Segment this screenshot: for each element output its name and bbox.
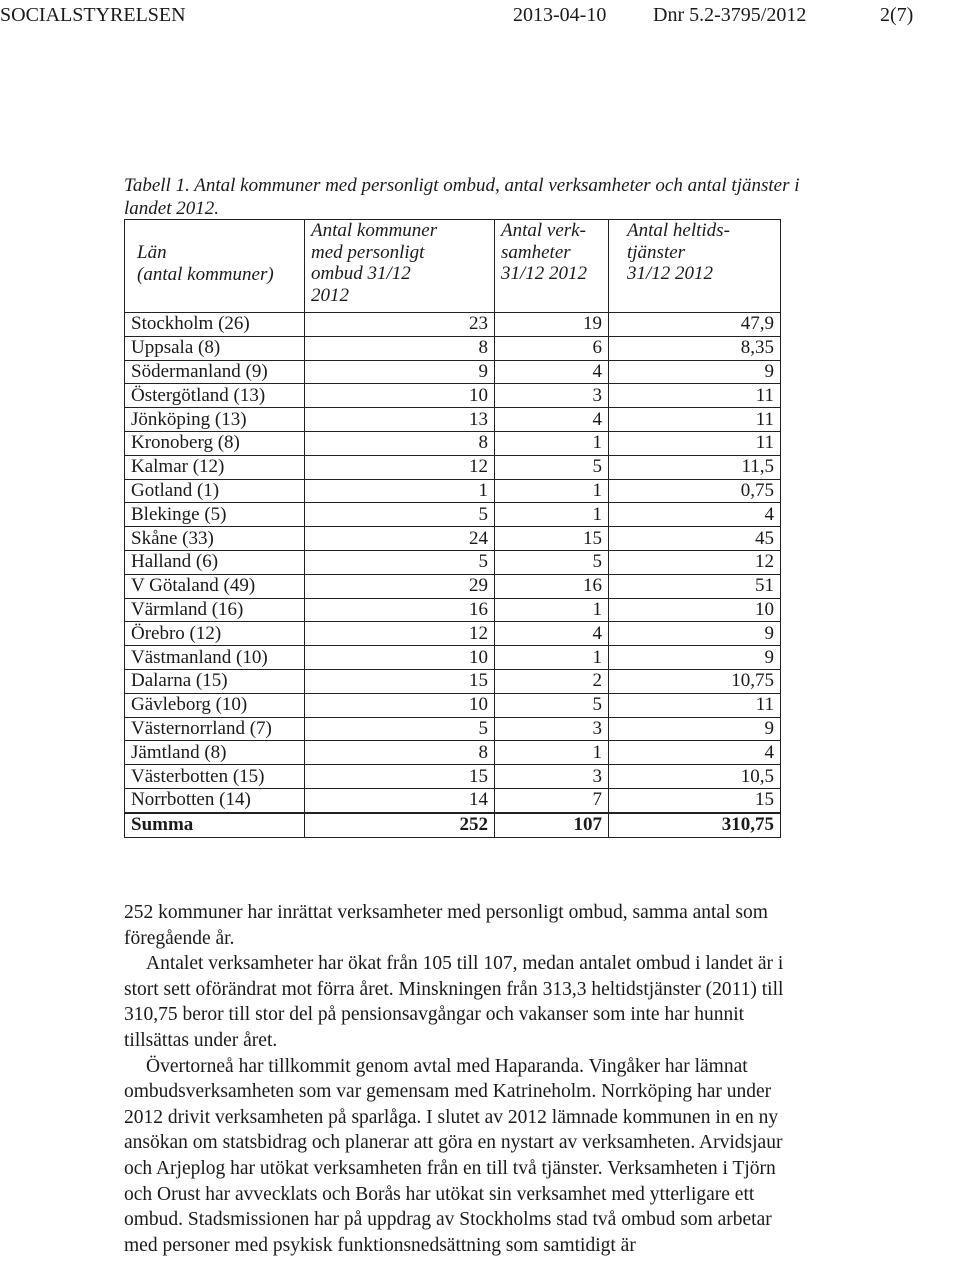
table-row	[125, 550, 781, 574]
cell-tjanster: 45	[609, 527, 781, 551]
table-row	[125, 669, 781, 693]
table-row	[125, 741, 781, 765]
cell-verksamheter: 3	[495, 765, 609, 789]
cell-lan: Summa	[125, 813, 305, 837]
cell-kommuner: 23	[305, 313, 495, 337]
cell-tjanster: 11	[609, 384, 781, 408]
cell-lan: Jönköping (13)	[125, 408, 305, 432]
table-row	[125, 646, 781, 670]
cell-verksamheter: 19	[495, 313, 609, 337]
cell-kommuner: 8	[305, 431, 495, 455]
cell-kommuner: 15	[305, 669, 495, 693]
page-header	[0, 4, 960, 34]
cell-lan: Östergötland (13)	[125, 384, 305, 408]
cell-kommuner: 252	[305, 813, 495, 837]
header-line: Län	[137, 242, 167, 263]
cell-verksamheter: 1	[495, 503, 609, 527]
column-header-tjanster	[609, 220, 781, 313]
cell-tjanster: 10,75	[609, 669, 781, 693]
cell-tjanster: 9	[609, 360, 781, 384]
table-row	[125, 408, 781, 432]
cell-tjanster: 10,5	[609, 765, 781, 789]
cell-kommuner: 12	[305, 622, 495, 646]
cell-lan: Stockholm (26)	[125, 313, 305, 337]
cell-lan: Uppsala (8)	[125, 336, 305, 360]
cell-lan: Västerbotten (15)	[125, 765, 305, 789]
table-row	[125, 717, 781, 741]
cell-lan: Värmland (16)	[125, 598, 305, 622]
data-table	[124, 219, 781, 838]
cell-kommuner: 14	[305, 788, 495, 812]
table-row	[125, 360, 781, 384]
cell-verksamheter: 1	[495, 479, 609, 503]
cell-kommuner: 8	[305, 741, 495, 765]
cell-verksamheter: 1	[495, 431, 609, 455]
cell-kommuner: 8	[305, 336, 495, 360]
cell-kommuner: 5	[305, 550, 495, 574]
cell-verksamheter: 4	[495, 360, 609, 384]
cell-verksamheter: 3	[495, 717, 609, 741]
cell-verksamheter: 1	[495, 741, 609, 765]
cell-tjanster: 0,75	[609, 479, 781, 503]
cell-verksamheter: 5	[495, 693, 609, 717]
table-row	[125, 336, 781, 360]
cell-lan: Kronoberg (8)	[125, 431, 305, 455]
cell-verksamheter: 1	[495, 598, 609, 622]
cell-verksamheter: 15	[495, 527, 609, 551]
cell-kommuner: 5	[305, 503, 495, 527]
cell-tjanster: 4	[609, 503, 781, 527]
cell-lan: Halland (6)	[125, 550, 305, 574]
paragraph: 252 kommuner har inrättat verksamheter med personligt ombud, samma antal som föregående år.	[124, 902, 768, 949]
cell-tjanster: 310,75	[609, 813, 781, 837]
organization-name: SOCIALSTYRELSEN	[0, 4, 186, 26]
cell-verksamheter: 5	[495, 455, 609, 479]
cell-verksamheter: 4	[495, 622, 609, 646]
header-line: Antal kommuner	[311, 220, 438, 241]
cell-kommuner: 29	[305, 574, 495, 598]
cell-tjanster: 8,35	[609, 336, 781, 360]
table-row	[125, 384, 781, 408]
table-row	[125, 788, 781, 812]
cell-tjanster: 11	[609, 408, 781, 432]
column-header-kommuner	[305, 220, 495, 313]
table-row	[125, 622, 781, 646]
cell-lan: Södermanland (9)	[125, 360, 305, 384]
cell-kommuner: 12	[305, 455, 495, 479]
cell-tjanster: 9	[609, 622, 781, 646]
table-row	[125, 431, 781, 455]
header-line: ombud 31/12	[311, 263, 411, 284]
table-row	[125, 479, 781, 503]
header-line: (antal kommuner)	[137, 263, 274, 285]
table-row	[125, 527, 781, 551]
cell-kommuner: 1	[305, 479, 495, 503]
header-line: samheter	[501, 241, 571, 263]
cell-verksamheter: 107	[495, 813, 609, 837]
table-row	[125, 574, 781, 598]
header-line: 2012	[311, 284, 349, 306]
cell-lan: Dalarna (15)	[125, 669, 305, 693]
cell-kommuner: 24	[305, 527, 495, 551]
cell-kommuner: 5	[305, 717, 495, 741]
cell-kommuner: 10	[305, 384, 495, 408]
header-line: Antal verk-	[501, 220, 586, 241]
cell-tjanster: 9	[609, 717, 781, 741]
cell-kommuner: 10	[305, 646, 495, 670]
cell-lan: Blekinge (5)	[125, 503, 305, 527]
cell-lan: Gotland (1)	[125, 479, 305, 503]
cell-lan: Jämtland (8)	[125, 741, 305, 765]
cell-verksamheter: 2	[495, 669, 609, 693]
cell-verksamheter: 7	[495, 788, 609, 812]
column-header-verksamheter	[495, 220, 609, 313]
cell-lan: Norrbotten (14)	[125, 788, 305, 812]
cell-tjanster: 11,5	[609, 455, 781, 479]
table-row	[125, 598, 781, 622]
cell-verksamheter: 1	[495, 646, 609, 670]
cell-lan: V Götaland (49)	[125, 574, 305, 598]
cell-kommuner: 9	[305, 360, 495, 384]
paragraph: Antalet verksamheter har ökat från 105 till 107, medan antalet ombud i landet är i stort sett oförändrat mot förra året. Minskningen från 313,3 heltidstjänster (2011) till 310,75 beror till stor del på pensionsavgångar och vakanser som inte har hunnit tillsättas under året.	[124, 953, 784, 1051]
cell-kommuner: 10	[305, 693, 495, 717]
cell-verksamheter: 6	[495, 336, 609, 360]
table-row	[125, 765, 781, 789]
header-line: tjänster	[627, 241, 686, 263]
table-row	[125, 455, 781, 479]
cell-lan: Skåne (33)	[125, 527, 305, 551]
cell-tjanster: 11	[609, 431, 781, 455]
cell-tjanster: 11	[609, 693, 781, 717]
cell-lan: Kalmar (12)	[125, 455, 305, 479]
table-row	[125, 313, 781, 337]
cell-lan: Gävleborg (10)	[125, 693, 305, 717]
cell-kommuner: 15	[305, 765, 495, 789]
header-line: 31/12 2012	[627, 263, 714, 284]
cell-verksamheter: 4	[495, 408, 609, 432]
table-total-row	[125, 813, 781, 837]
table-row	[125, 693, 781, 717]
header-line: med personligt	[311, 241, 425, 263]
cell-lan: Västmanland (10)	[125, 646, 305, 670]
page-number: 2(7)	[880, 4, 914, 26]
document-date: 2013-04-10	[513, 4, 607, 26]
header-line: Antal heltids-	[627, 220, 730, 241]
paragraph: Övertorneå har tillkommit genom avtal med Haparanda. Vingåker har lämnat ombudsverksamheten som var gemensam med Katrineholm. Norrköping har under 2012 drivit verksamheten på sparlåga. I slutet av 2012 lämnade kommunen in en ny ansökan om statsbidrag och planerar att göra en nystart av verksamheten. Arvidsjaur och Arjeplog har utökat verksamheten från en till två tjänster. Verksamheten i Tjörn och Orust har avvecklats och Borås har utökat sin verksamhet med ytterligare ett ombud. Stadsmissionen har på uppdrag av Stockholms stad två ombud som arbetar med personer med psykisk funktionsnedsättning som samtidigt är	[124, 1055, 783, 1256]
cell-tjanster: 4	[609, 741, 781, 765]
cell-tjanster: 15	[609, 788, 781, 812]
cell-verksamheter: 3	[495, 384, 609, 408]
cell-kommuner: 13	[305, 408, 495, 432]
body-text	[124, 900, 784, 1258]
cell-lan: Västernorrland (7)	[125, 717, 305, 741]
table-header-row	[125, 220, 781, 313]
header-line: 31/12 2012	[501, 263, 588, 284]
document-number: Dnr 5.2-3795/2012	[653, 4, 807, 26]
cell-tjanster: 10	[609, 598, 781, 622]
cell-tjanster: 51	[609, 574, 781, 598]
cell-lan: Örebro (12)	[125, 622, 305, 646]
column-header-lan	[125, 220, 305, 313]
table-row	[125, 503, 781, 527]
cell-tjanster: 12	[609, 550, 781, 574]
cell-verksamheter: 16	[495, 574, 609, 598]
cell-kommuner: 16	[305, 598, 495, 622]
cell-tjanster: 47,9	[609, 313, 781, 337]
table-caption: Tabell 1. Antal kommuner med personligt ombud, antal verksamheter och antal tjänster i landet 2012.	[124, 175, 800, 219]
cell-tjanster: 9	[609, 646, 781, 670]
cell-verksamheter: 5	[495, 550, 609, 574]
